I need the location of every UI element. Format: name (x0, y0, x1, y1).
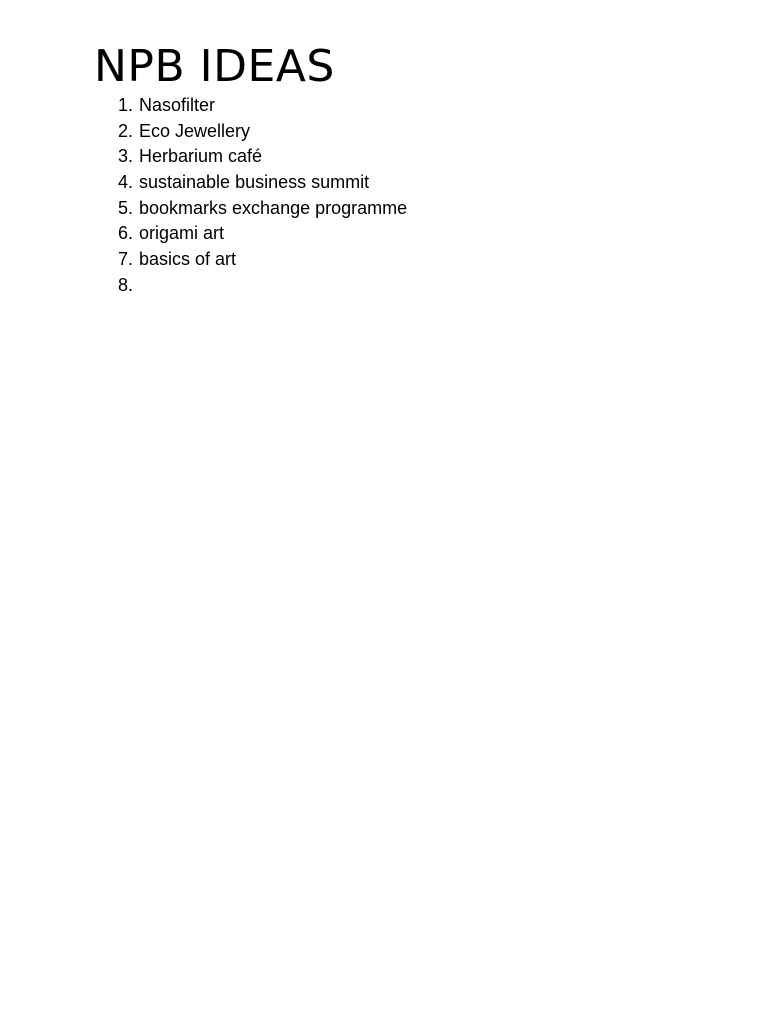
list-item-6 (94, 221, 407, 247)
list-number: 2. (117, 120, 133, 141)
list-item-text: Herbarium café (139, 146, 263, 167)
list-item-text: basics of art (139, 249, 237, 270)
list-item-7 (94, 247, 407, 273)
list-number: 6. (117, 223, 133, 244)
ideas-numbered-list (94, 93, 407, 299)
list-item-2 (94, 119, 407, 145)
list-item-5 (94, 196, 407, 222)
list-item-text: bookmarks exchange programme (139, 197, 408, 218)
list-item-4 (94, 170, 407, 196)
list-item-8[interactable] (94, 273, 407, 299)
list-item-1 (94, 93, 407, 119)
list-item-text: origami art (139, 223, 225, 244)
list-number: 3. (117, 146, 133, 167)
document-title: NPB IDEAS (94, 41, 335, 92)
list-item-text: Eco Jewellery (139, 120, 251, 141)
list-number: 8. (117, 274, 133, 295)
list-item-text: Nasofilter (139, 95, 216, 115)
list-number: 4. (117, 172, 133, 193)
list-number: 1. (117, 95, 133, 115)
list-item-3 (94, 144, 407, 170)
list-item-text: sustainable business summit (139, 172, 370, 193)
list-number: 5. (117, 197, 133, 218)
list-number: 7. (117, 249, 133, 270)
